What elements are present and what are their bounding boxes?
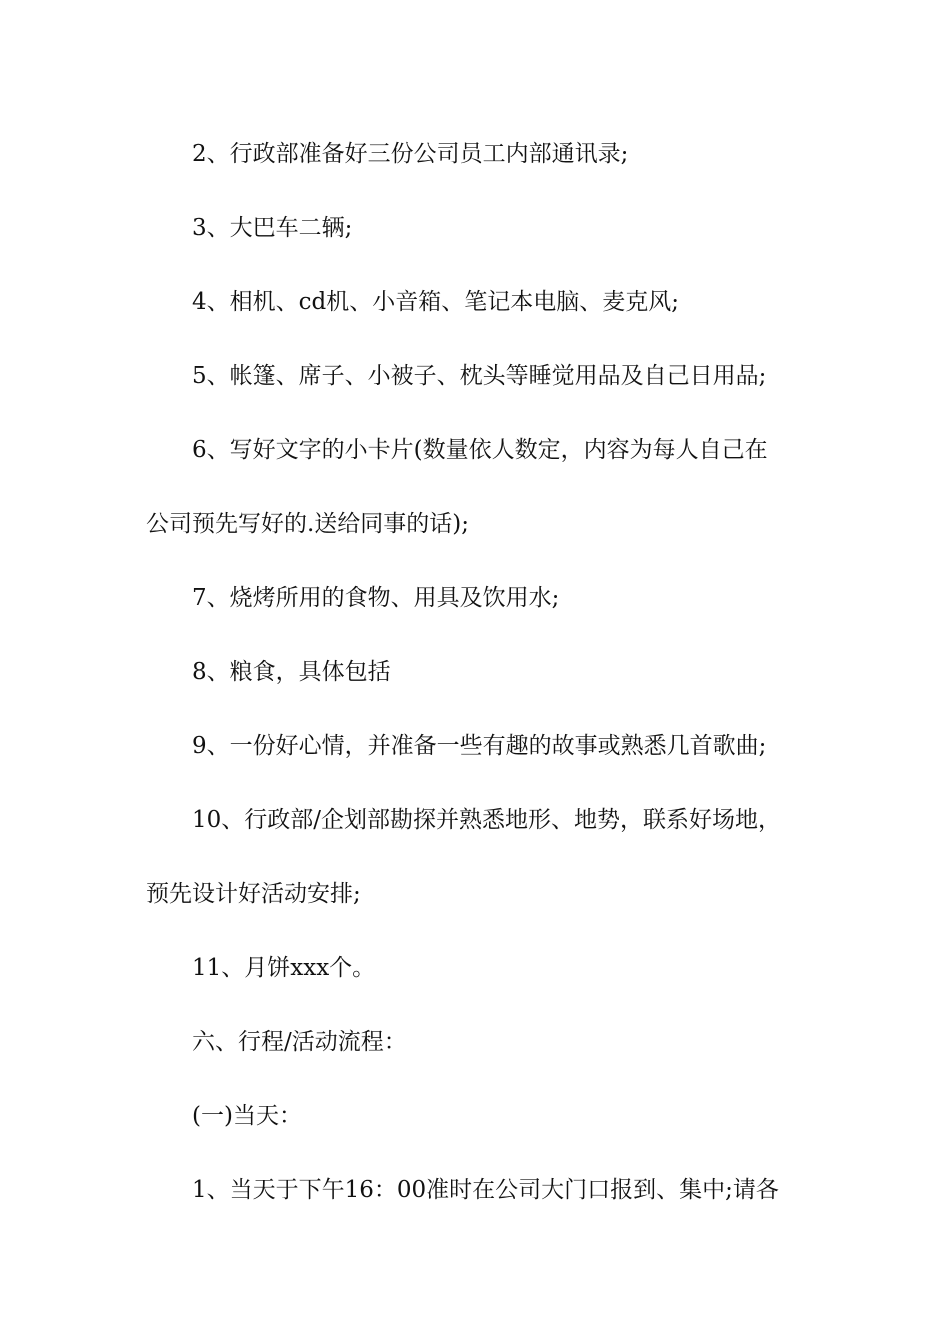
document-body <box>146 128 810 1238</box>
list-item: 4、相机、cd机、小音箱、笔记本电脑、麦克风; <box>192 289 679 315</box>
list-item: 1、当天于下午16：00准时在公司大门口报到、集中;请各 <box>192 1177 779 1203</box>
list-item: 2、行政部准备好三份公司员工内部通讯录; <box>192 141 629 167</box>
list-item: 6、写好文字的小卡片(数量依人数定，内容为每人自己在 <box>192 437 768 463</box>
list-item-continuation: 公司预先写好的.送给同事的话); <box>146 511 470 537</box>
list-item: 5、帐篷、席子、小被子、枕头等睡觉用品及自己日用品; <box>192 363 767 389</box>
subsection-heading: (一)当天： <box>192 1103 302 1129</box>
list-item: 11、月饼xxx个。 <box>192 955 376 981</box>
list-item: 3、大巴车二辆; <box>192 215 353 241</box>
section-heading: 六、行程/活动流程： <box>192 1029 407 1055</box>
list-item: 8、粮食，具体包括 <box>192 659 391 685</box>
list-item: 10、行政部/企划部勘探并熟悉地形、地势，联系好场地， <box>192 807 782 833</box>
list-item: 9、一份好心情，并准备一些有趣的故事或熟悉几首歌曲; <box>192 733 767 759</box>
list-item: 7、烧烤所用的食物、用具及饮用水; <box>192 585 560 611</box>
list-item-continuation: 预先设计好活动安排; <box>146 881 361 907</box>
